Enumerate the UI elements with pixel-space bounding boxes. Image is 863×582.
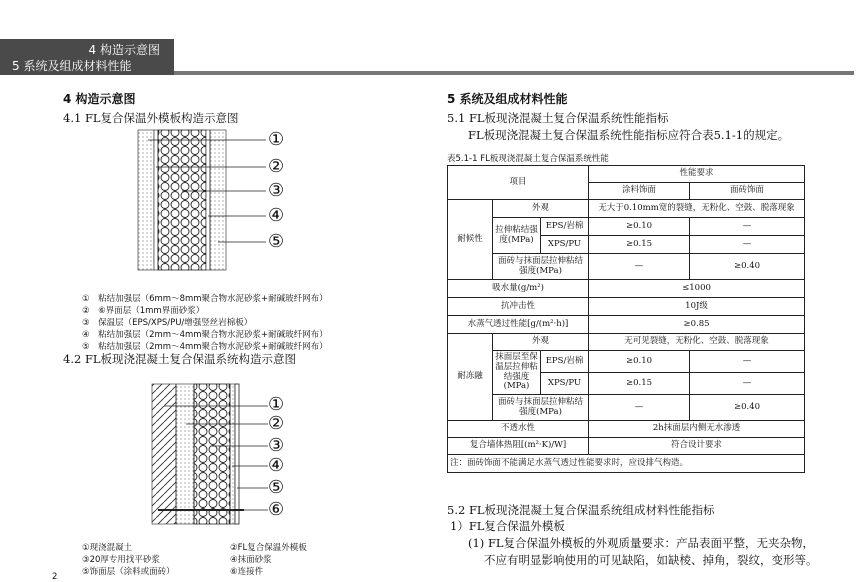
th-item: 项目 — [448, 166, 589, 200]
fig2-legend-5: ⑤饰面层（涂料或面砖） — [82, 567, 175, 577]
fig2-callout-2: ② — [268, 413, 285, 434]
row-impermeable-val: 2h抹面层内侧无水渗透 — [589, 421, 805, 438]
left-section-title: 4 构造示意图 — [63, 92, 136, 106]
row-thermal: 复合墙体热阻[(m²·K)/W] — [448, 438, 589, 455]
row-impact-val: 10J级 — [589, 298, 805, 316]
chapter-header-line2: 5 系统及组成材料性能 — [12, 59, 132, 73]
row-freeze-xps-val: ≥0.15 — [589, 373, 690, 395]
row-freeze-tile: 面砖与抹面层拉伸粘结强度(MPa) — [493, 395, 589, 421]
row-freeze: 耐冻融 — [448, 334, 493, 421]
right-item1-text2: 不应有明显影响使用的可见缺陷，如缺棱、掉角，裂纹，变形等。 — [484, 553, 818, 567]
row-freeze-appearance: 外观 — [493, 334, 589, 351]
fig1-legend-2: ② ⑥界面层（1mm界面砂浆） — [82, 306, 205, 316]
right-item1-text1: (1) FL复合保温外模板的外观质量要求：产品表面平整，无夹杂物， — [468, 536, 815, 550]
row-water-val: ≤1000 — [589, 280, 805, 298]
fig1-legend-4: ④ 粘结加强层（2mm～4mm聚合物水泥砂浆+耐碱玻纤网布） — [82, 330, 328, 340]
row-water: 吸水量(g/m²) — [448, 280, 589, 298]
row-impact: 抗冲击性 — [448, 298, 589, 316]
row-freeze-appearance-req: 无可见裂缝，无粉化、空鼓、脱落现象 — [589, 334, 805, 351]
fig2-callout-1: ① — [268, 394, 285, 415]
chapter-header-line1: 4 构造示意图 — [88, 43, 160, 57]
row-freeze-eps-tile: — — [690, 351, 805, 373]
fig1-callout-2: ② — [268, 156, 285, 177]
row-tile-bond-paint: — — [589, 254, 690, 280]
row-tile-bond: 面砖与抹面层拉伸粘结强度(MPa) — [493, 254, 589, 280]
row-freeze-xps: XPS/PU — [541, 373, 589, 395]
row-freeze-xps-tile: — — [690, 373, 805, 395]
row-freeze-tensile: 抹面层至保温层拉伸粘结强度(MPa) — [493, 351, 541, 395]
fig1-legend-1: ① 粘结加强层（6mm～8mm聚合物水泥砂浆+耐碱玻纤网布） — [82, 294, 328, 304]
fig2-legend-2: ②FL复合保温外模板 — [230, 543, 307, 553]
th-perf: 性能要求 — [589, 166, 805, 183]
row-freeze-eps-val: ≥0.10 — [589, 351, 690, 373]
right-sub-title2: 5.2 FL板现浇混凝土复合保温系统组成材料性能指标 — [447, 503, 715, 517]
performance-table — [447, 165, 805, 473]
fig2-legend-1: ①现浇混凝土 — [82, 543, 133, 553]
row-xps-tile: — — [690, 236, 805, 254]
th-tile: 面砖饰面 — [690, 183, 805, 200]
right-intro: FL板现浇混凝土复合保温系统性能指标应符合表5.1-1的规定。 — [468, 128, 790, 142]
row-appearance: 外观 — [493, 200, 589, 218]
row-tile-bond-val: ≥0.40 — [690, 254, 805, 280]
row-eps: EPS/岩棉 — [541, 218, 589, 236]
page-number: 2 — [52, 572, 58, 582]
fig2-callout-6: ⑥ — [268, 499, 285, 520]
fig1-callout-4: ④ — [268, 205, 285, 226]
row-xps: XPS/PU — [541, 236, 589, 254]
header-rule — [174, 71, 854, 75]
row-weather: 耐候性 — [448, 200, 493, 280]
fig2-callout-3: ③ — [268, 435, 285, 456]
row-thermal-val: 符合设计要求 — [589, 438, 805, 455]
row-vapor-val: ≥0.85 — [589, 316, 805, 334]
row-freeze-tile-val: ≥0.40 — [690, 395, 805, 421]
row-appearance-req: 无大于0.10mm宽的裂缝，无粉化、空鼓、脱落现象 — [589, 200, 805, 218]
fig2-callout-5: ⑤ — [268, 477, 285, 498]
fig1-callout-5: ⑤ — [268, 231, 285, 252]
right-section-title: 5 系统及组成材料性能 — [447, 92, 568, 106]
fig2-legend-4: ④抹面砂浆 — [230, 555, 272, 565]
row-eps-val: ≥0.10 — [589, 218, 690, 236]
fig1-callout-1: ① — [268, 129, 285, 150]
right-sub-title: 5.1 FL板现浇混凝土复合保温系统性能指标 — [447, 111, 669, 125]
table-note: 注：面砖饰面不能满足水蒸气透过性能要求时，应设排气构造。 — [448, 455, 805, 473]
fig2-legend-3: ③20厚专用找平砂浆 — [82, 555, 160, 565]
th-paint: 涂料饰面 — [589, 183, 690, 200]
fig1-title: 4.1 FL复合保温外模板构造示意图 — [63, 111, 239, 125]
row-freeze-eps: EPS/岩棉 — [541, 351, 589, 373]
fig2-legend-6: ⑥连接件 — [230, 567, 264, 577]
right-item1: 1）FL复合保温外模板 — [450, 519, 565, 533]
row-freeze-tile-paint: — — [589, 395, 690, 421]
fig1-legend-5: ⑤ 粘结加强层（2mm～4mm聚合物水泥砂浆+耐碱玻纤网布） — [82, 342, 328, 352]
chapter-header — [0, 39, 174, 75]
row-vapor: 水蒸气透过性能[g/(m²·h)] — [448, 316, 589, 334]
row-eps-tile: — — [690, 218, 805, 236]
fig2-title: 4.2 FL板现浇混凝土复合保温系统构造示意图 — [63, 352, 297, 366]
table-caption: 表5.1-1 FL板现浇混凝土复合保温系统性能 — [447, 154, 609, 164]
fig1-legend-3: ③ 保温层（EPS/XPS/PU/增强竖丝岩棉板） — [82, 318, 253, 328]
fig1-callout-3: ③ — [268, 180, 285, 201]
row-impermeable: 不透水性 — [448, 421, 589, 438]
row-xps-val: ≥0.15 — [589, 236, 690, 254]
fig2-diagram — [148, 382, 288, 532]
fig2-callout-4: ④ — [268, 455, 285, 476]
row-tensile: 拉伸粘结强度(MPa) — [493, 218, 541, 254]
